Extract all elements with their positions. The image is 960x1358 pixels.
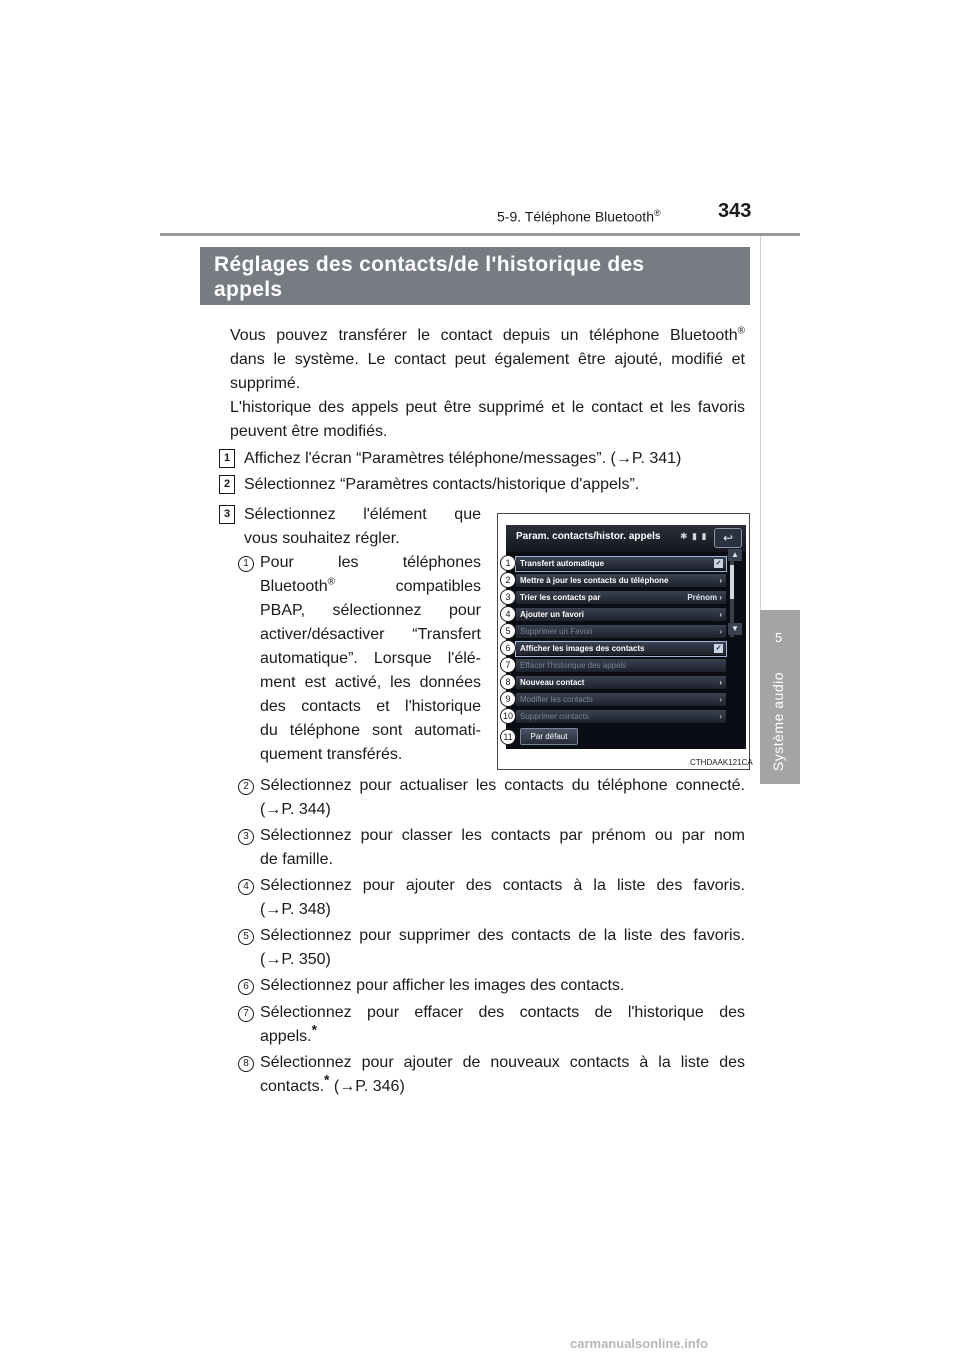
section-title-line2: appels (214, 278, 283, 301)
callout-3: 3 (500, 589, 516, 605)
intro-paragraph-2: L'historique des appels peut être supprimé et le contact et les favoris peuvent être modifiés. (230, 399, 745, 440)
intro-paragraph-1: Vous pouvez transférer le contact depuis un téléphone Bluetooth® dans le système. Le contact peut également être ajouté, modifié et supprimé. (230, 325, 745, 392)
chevron-right-icon: › (719, 610, 722, 619)
chevron-right-icon: › (719, 695, 722, 704)
footnote-asterisk: * (324, 1071, 330, 1088)
row-ajouter-favori[interactable]: Ajouter un favori › (516, 608, 726, 622)
item-text-3: Sélectionnez pour classer les contacts par prénom ou par nom de famille. (260, 827, 745, 868)
chevron-right-icon: › (719, 576, 722, 585)
callout-4: 4 (500, 606, 516, 622)
page-number: 343 (718, 200, 752, 222)
item-circle-3: 3 (238, 829, 254, 845)
section-title-line1: Réglages des contacts/de l'historique des (214, 253, 645, 276)
step-number-2: 2 (219, 475, 235, 494)
row-modifier-contacts[interactable]: Modifier les contacts › (516, 693, 726, 707)
callout-11: 11 (500, 729, 516, 745)
header-section-title: 5-9. Téléphone Bluetooth® (497, 208, 661, 225)
callout-7: 7 (500, 657, 516, 673)
chevron-right-icon: › (719, 712, 722, 721)
item-circle-7: 7 (238, 1006, 254, 1022)
section-title-bar (200, 247, 750, 305)
screen-title: Param. contacts/histor. appels (516, 531, 661, 542)
item-text-5: Sélectionnez pour supprimer des contacts de la liste des favoris. (→P. 350) (260, 927, 745, 968)
item-circle-4: 4 (238, 879, 254, 895)
item-circle-2: 2 (238, 779, 254, 795)
item-text-7: Sélectionnez pour effacer des contacts de l'historique des appels.* (260, 1004, 745, 1045)
watermark: carmanualsonline.info (570, 1336, 708, 1351)
row-trier-contacts[interactable]: Trier les contacts par Prénom › (516, 591, 726, 605)
callout-10: 10 (500, 708, 516, 724)
callout-2: 2 (500, 572, 516, 588)
callout-1: 1 (500, 555, 516, 571)
header-rule (160, 233, 800, 236)
step-number-3: 3 (219, 505, 235, 524)
row-supprimer-contacts[interactable]: Supprimer contacts › (516, 710, 726, 724)
step-text-1: Affichez l'écran “Paramètres téléphone/messages”. (→P. 341) (244, 450, 682, 467)
row-mettre-a-jour[interactable]: Mettre à jour les contacts du téléphone › (516, 574, 726, 588)
row-effacer-historique[interactable]: Effacer l'historique des appels (516, 659, 726, 673)
chevron-right-icon: › (719, 627, 722, 636)
item-circle-1: 1 (238, 556, 254, 572)
callout-6: 6 (500, 640, 516, 656)
side-tab-label: Système audio (770, 672, 786, 772)
scroll-down-icon[interactable]: ▼ (728, 623, 742, 635)
footnote-asterisk: * (311, 1021, 318, 1038)
item-text-4: Sélectionnez pour ajouter des contacts à la liste des favoris. (→P. 348) (260, 877, 745, 918)
item-text-2: Sélectionnez pour actualiser les contacts du téléphone connecté. (→P. 344) (260, 777, 745, 818)
figure-code: CTHDAAK121CA (690, 758, 753, 767)
status-icons: ✱ ▮ ▮ (680, 531, 708, 541)
item-circle-5: 5 (238, 929, 254, 945)
item-circle-8: 8 (238, 1056, 254, 1072)
callout-9: 9 (500, 691, 516, 707)
default-button[interactable]: Par défaut (520, 728, 578, 745)
checkbox-icon: ✓ (715, 645, 722, 652)
step-text-2: Sélectionnez “Paramètres contacts/historique d'appels”. (244, 476, 640, 493)
scroll-up-icon[interactable]: ▲ (728, 549, 742, 561)
row-nouveau-contact[interactable]: Nouveau contact › (516, 676, 726, 690)
row-supprimer-favori[interactable]: Supprimer un Favori › (516, 625, 726, 639)
back-button[interactable]: ↩ (714, 528, 742, 548)
item-circle-6: 6 (238, 979, 254, 995)
callout-5: 5 (500, 623, 516, 639)
chevron-right-icon: › (719, 678, 722, 687)
checkbox-icon: ✓ (715, 560, 722, 567)
screen-header (506, 525, 746, 552)
item-text-6: Sélectionnez pour afficher les images des contacts. (260, 977, 625, 994)
scrollbar-thumb[interactable] (730, 565, 734, 599)
row-transfert-automatique[interactable]: Transfert automatique ✓ (516, 557, 726, 571)
head-unit-screen (506, 525, 746, 749)
row-afficher-images[interactable]: Afficher les images des contacts ✓ (516, 642, 726, 656)
step-number-1: 1 (219, 449, 235, 468)
item-text-8: Sélectionnez pour ajouter de nouveaux contacts à la liste des contacts.* (→P. 346) (260, 1054, 745, 1095)
side-tab-number: 5 (775, 630, 783, 645)
sort-value: Prénom › (687, 593, 722, 602)
step-text-3: Sélectionnez l'élément que vous souhaitez régler. (244, 506, 481, 547)
item-text-1: Pour les téléphones Bluetooth® compatibles PBAP, sélectionnez pour activer/désactiver “Transfert automatique”. Lorsque l'élé- ment est activé, les données des contacts et l'historique du téléphone sont automati- quement transférés. (260, 554, 481, 763)
callout-8: 8 (500, 674, 516, 690)
